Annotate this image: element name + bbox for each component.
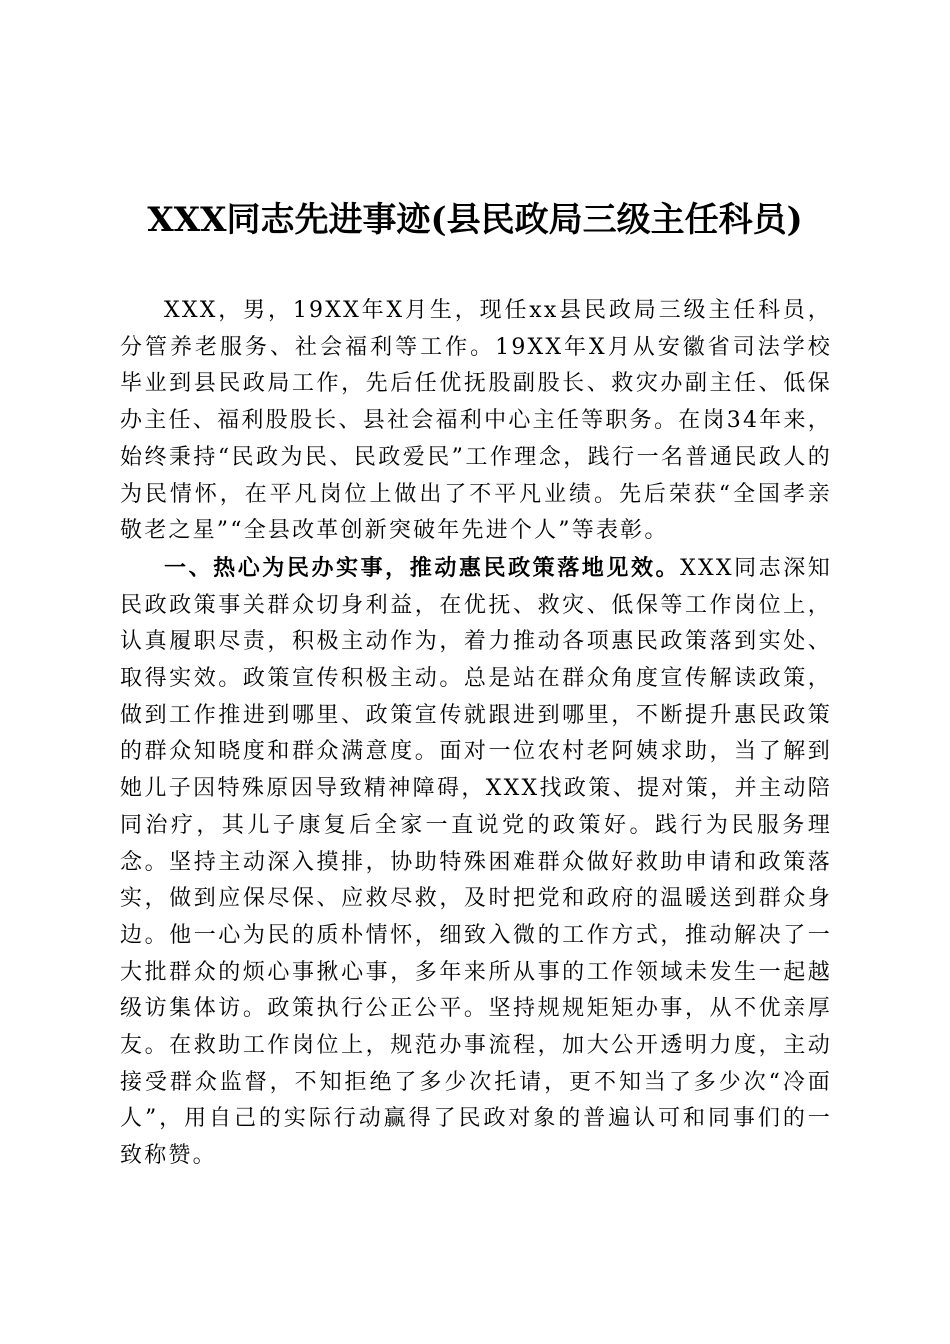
paragraph-text: XXX同志深知民政政策事关群众切身利益，在优抚、救灾、低保等工作岗位上，认真履职尽责，积极主动作为，着力推动各项惠民政策落到实处、取得实效。政策宣传积极主动。总是站在群众角度宣传解读政策，做到工作推进到哪里、政策宣传就跟进到哪里，不断提升惠民政策的群众知晓度和群众满意度。面对一位农村老阿姨求助，当了解到她儿子因特殊原因导致精神障碍，XXX找政策、提对策，并主动陪同治疗，其儿子康复后全家一直说党的政策好。践行为民服务理念。坚持主动深入摸排，协助特殊困难群众做好救助申请和政策落实，做到应保尽保、应救尽救，及时把党和政府的温暖送到群众身边。他一心为民的质朴情怀，细致入微的工作方式，推动解决了一大批群众的烦心事揪心事，多年来所从事的工作领域未发生一起越级访集体访。政策执行公正公平。坚持规规矩矩办事，从不优亲厚友。在救助工作岗位上，规范办事流程，加大公开透明力度，主动接受群众监督，不知拒绝了多少次托请，更不知当了多少次“冷面人”，用自己的实际行动赢得了民政对象的普遍认可和同事们的一致称赞。 bbox=[120, 555, 833, 1169]
paragraph-text: XXX，男，19XX年X月生，现任xx县民政局三级主任科员，分管养老服务、社会福利等工作。19XX年X月从安徽省司法学校毕业到县民政局工作，先后任优抚股副股长、救灾办副主任、低保办主任、福利股股长、县社会福利中心主任等职务。在岗34年来，始终秉持“民政为民、民政爱民”工作理念，践行一名普通民政人的为民情怀，在平凡岗位上做出了不平凡业绩。先后荣获“全国孝亲敬老之星”“全县改革创新突破年先进个人”等表彰。 bbox=[120, 298, 832, 544]
paragraph-section-1 bbox=[120, 550, 832, 1175]
section-heading: 一、热心为民办实事，推动惠民政策落地见效。 bbox=[164, 554, 681, 581]
paragraph-intro bbox=[120, 292, 832, 550]
document-title: XXX同志先进事迹(县民政局三级主任科员) bbox=[147, 200, 803, 240]
document-body bbox=[120, 292, 832, 1175]
